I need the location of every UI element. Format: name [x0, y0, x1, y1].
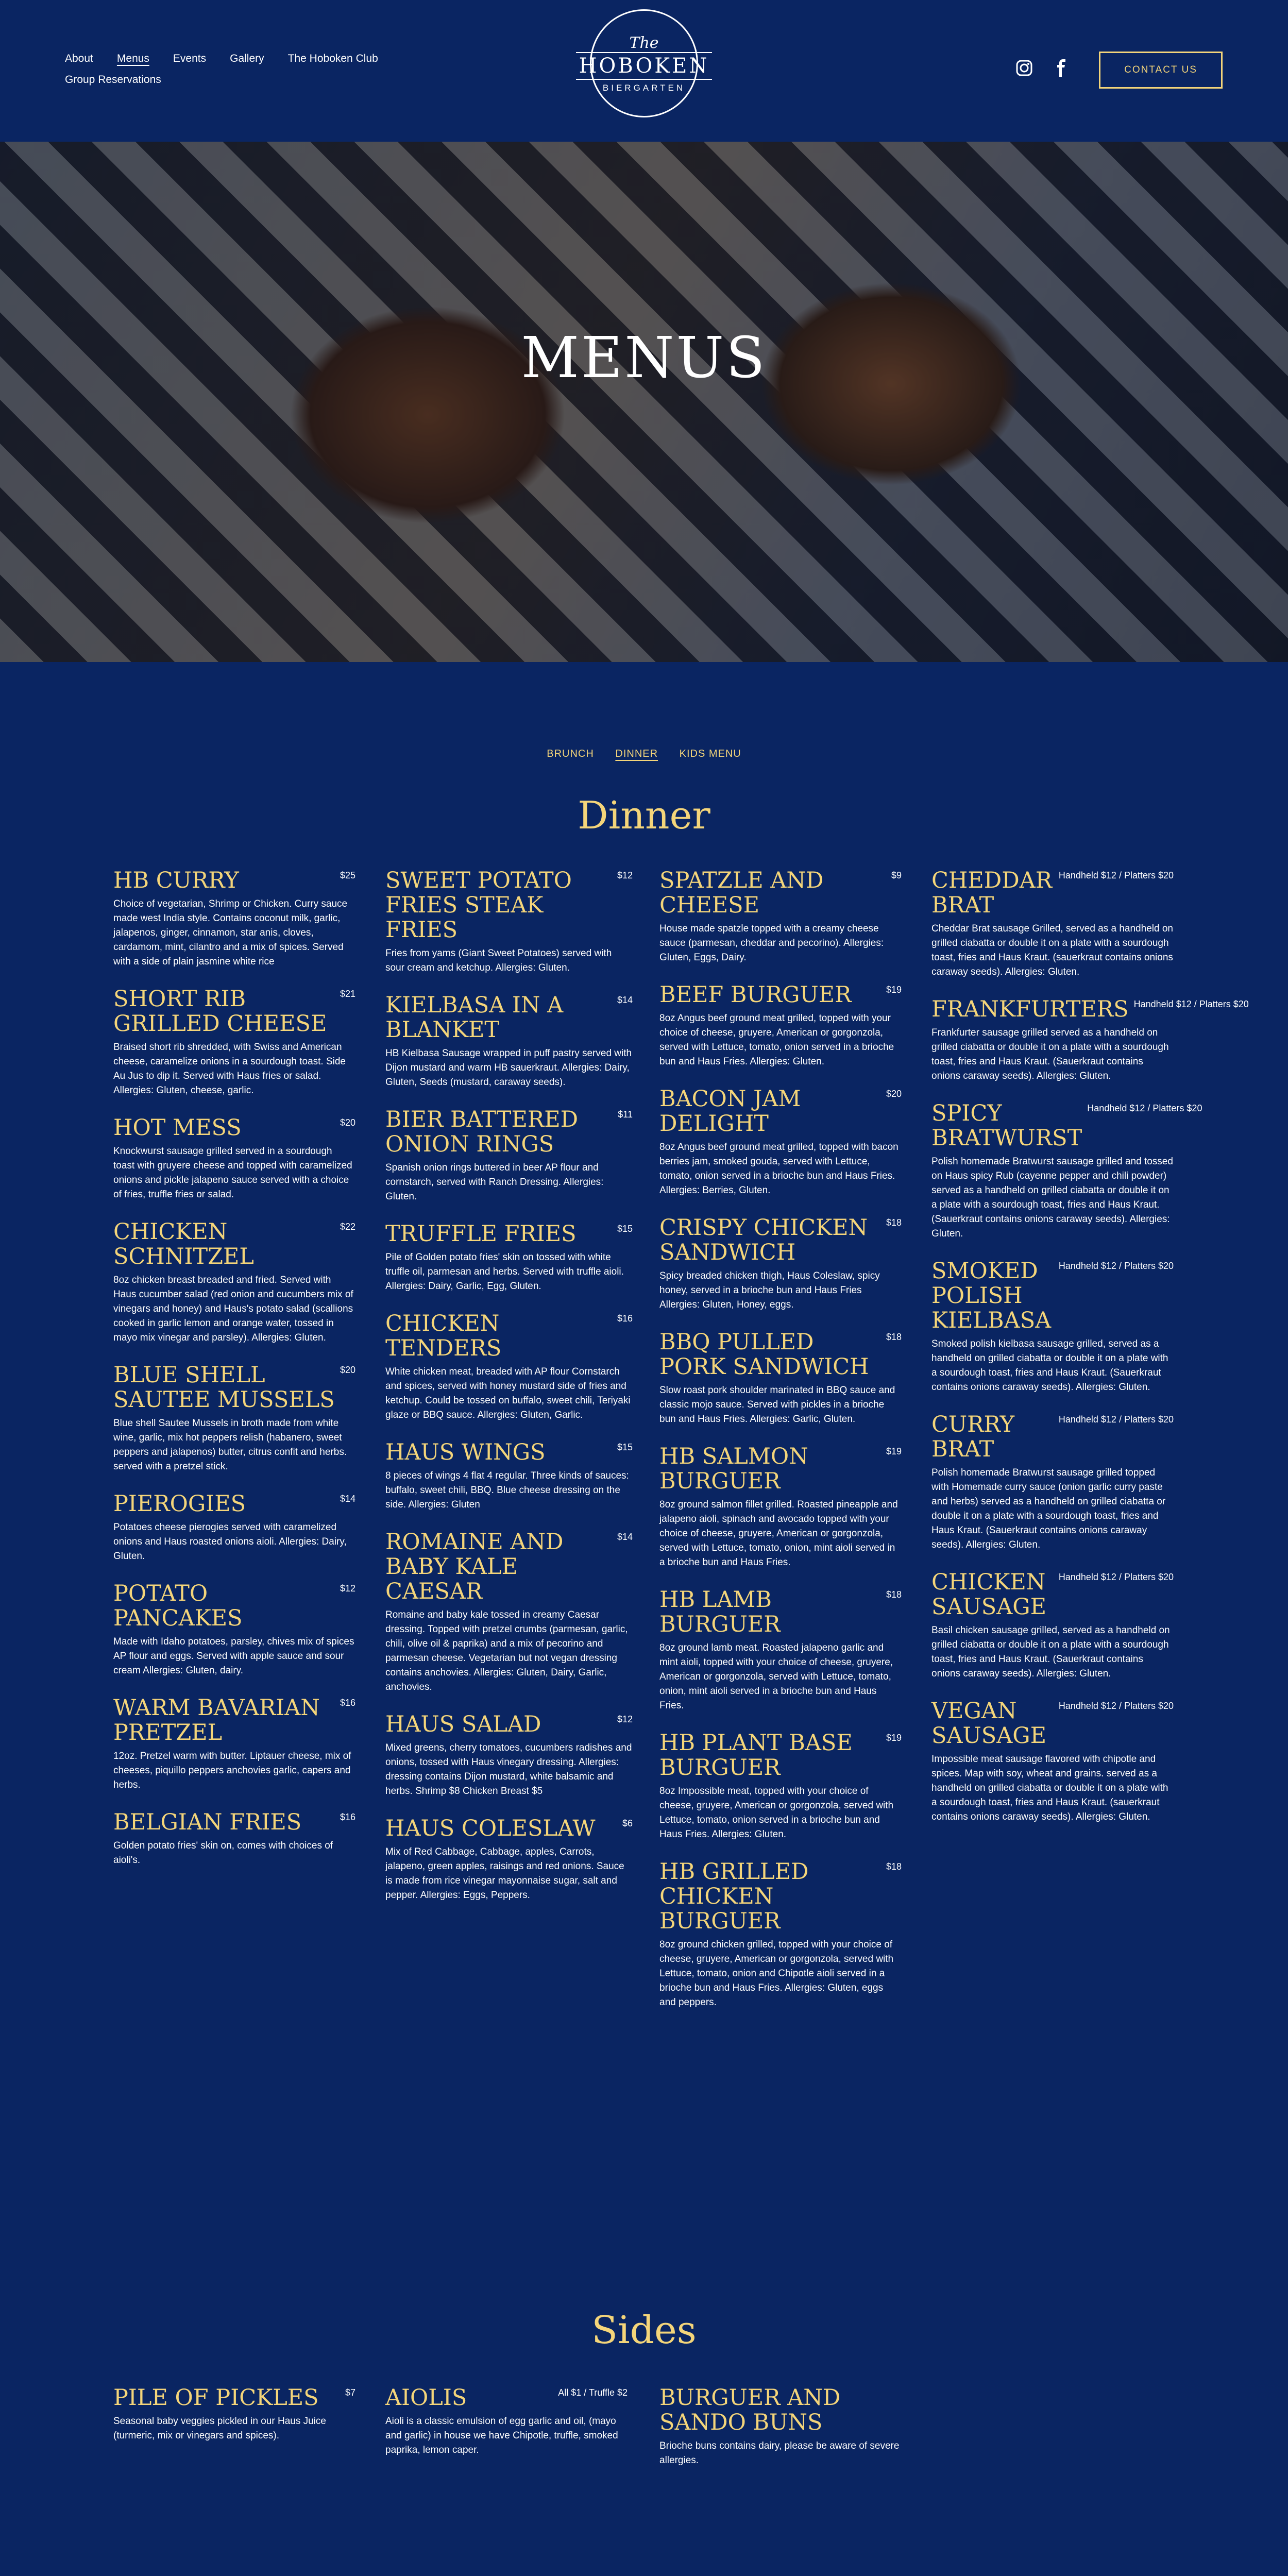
menu-item-price: $16: [340, 1812, 355, 1822]
menu-item-header: [113, 1696, 355, 1745]
menu-item-name: ROMAINE AND BABY KALE CAESAR: [385, 1529, 564, 1604]
menu-item: [113, 987, 355, 1098]
menu-item: [385, 1107, 633, 1204]
menu-item-name: HB LAMB BURGUER: [659, 1587, 781, 1637]
logo-name: HOBOKEN: [576, 52, 713, 80]
menu-item: [385, 1712, 633, 1799]
logo-sub: BIERGARTEN: [602, 82, 686, 93]
menu-item-description: Made with Idaho potatoes, parsley, chives mix of spices AP flour and eggs. Served with apple sauce and sour cream Allergies: Gluten, dairy.: [113, 1636, 354, 1676]
menu-item-price: $12: [340, 1583, 355, 1594]
menu-item-name: WARM BAVARIAN PRETZEL: [113, 1695, 320, 1745]
dinner-column-1: [113, 868, 355, 1885]
menu-item-header: [385, 1440, 633, 1465]
menu-item-name: BACON JAM DELIGHT: [659, 1086, 801, 1137]
menu-item: [659, 1330, 902, 1427]
menu-item: [931, 1699, 1174, 1824]
menu-item-description: 8oz Angus beef ground meat grilled, topped with bacon berries jam, smoked gouda, served with Lettuce, tomato, onion served in a brioche bun and Haus Fries. Allergies: Berries, Gluten.: [659, 1142, 899, 1196]
menu-item-description: Fries from yams (Giant Sweet Potatoes) served with sour cream and ketchup. Allergies: Gluten.: [385, 948, 612, 973]
menu-item-header: [931, 868, 1174, 918]
menu-item-header: [931, 1100, 1202, 1151]
menu-item: [931, 1100, 1202, 1241]
menu-item-description: 8oz ground chicken grilled, topped with your choice of cheese, gruyere, American or gorgonzola, served with Lettuce, tomato, onion and Chipotle aioli served in a brioche bun and Haus Fries. Allergies: Gluten, eggs and peppers.: [659, 1939, 894, 2008]
menu-item-price: $16: [617, 1313, 633, 1324]
menu-item-description: Blue shell Sautee Mussels in broth made from white wine, garlic, mix hot peppers relish (habanero, sweet peppers and jalapenos) butter, citrus confit and herbs. served with a pretzel stick.: [113, 1418, 347, 1472]
menu-item-price: $18: [886, 1589, 902, 1600]
menu-item: [659, 1444, 902, 1570]
menu-item-price: $15: [617, 1442, 633, 1452]
menu-item-name: CHICKEN SAUSAGE: [931, 1569, 1046, 1620]
menu-item-name: CRISPY CHICKEN SANDWICH: [659, 1215, 868, 1265]
menu-item-description: 8oz ground lamb meat. Roasted jalapeno garlic and mint aioli, topped with your choice of cheese, gruyere, American or gorgonzola, served with Lettuce, tomato, onion, mint aioli served in a brioche bun and Haus Fries.: [659, 1642, 893, 1711]
menu-item-name: VEGAN SAUSAGE: [931, 1698, 1046, 1749]
menu-item-price: $14: [617, 1532, 633, 1542]
menu-item-name: HAUS WINGS: [385, 1439, 546, 1465]
menu-item-header: [113, 987, 355, 1036]
menu-item-header: [659, 1215, 902, 1265]
menu-item-header: [113, 1363, 355, 1412]
menu-item-description: Mix of Red Cabbage, Cabbage, apples, Carrots, jalapeno, green apples, raisings and red onions. Sauce is made from rice vinegar mayonnaise sugar, salt and pepper. Allergies: Eggs, Peppers.: [385, 1846, 624, 1901]
menu-item: [931, 996, 1249, 1083]
menu-item: [659, 1859, 902, 2010]
menu-item-description: Potatoes cheese pierogies served with caramelized onions and Haus roasted onions aioli. Allergies: Dairy, Gluten.: [113, 1522, 347, 1562]
menu-item-header: [931, 1570, 1174, 1619]
menu-item-price: $19: [886, 1446, 902, 1456]
menu-item-header: [385, 1530, 633, 1604]
menu-item-header: [931, 1412, 1174, 1462]
menu-item: [385, 1222, 633, 1294]
nav-hoboken-club[interactable]: The Hoboken Club: [287, 53, 378, 64]
nav-about[interactable]: About: [65, 53, 93, 64]
menu-item-description: 12oz. Pretzel warm with butter. Liptauer cheese, mix of cheeses, piquillo peppers anchovies garlic, capers and herbs.: [113, 1751, 351, 1790]
menu-item-price: $18: [886, 1217, 902, 1228]
menu-item-name: CURRY BRAT: [931, 1412, 1014, 1462]
menu-item-header: [659, 1587, 902, 1637]
site-header: [0, 0, 1288, 142]
menu-item-header: [385, 1222, 633, 1246]
menu-item-description: Pile of Golden potato fries' skin on tossed with white truffle oil, parmesan and herbs. Served with truffle aioli. Allergies: Dairy, Garlic, Egg, Gluten.: [385, 1252, 624, 1292]
menu-item-header: [113, 1115, 355, 1140]
menu-item-price: Handheld $12 / Platters $20: [1058, 1261, 1174, 1271]
tab-kids-menu[interactable]: KIDS MENU: [679, 748, 741, 759]
menu-item: [659, 2385, 902, 2468]
menu-item-price: $11: [618, 1109, 633, 1120]
menu-item-header: [931, 996, 1249, 1022]
menu-item-name: AIOLIS: [385, 2385, 467, 2411]
menu-item-description: Cheddar Brat sausage Grilled, served as a handheld on grilled ciabatta or double it on a plate with a sourdough toast, fries and Haus Kraut. (sauerkraut contains onions caraway seeds). Allergies: Gluten.: [931, 923, 1173, 977]
menu-item-name: SPICY BRATWURST: [931, 1100, 1082, 1151]
menu-item-price: $20: [886, 1089, 902, 1099]
menu-item: [385, 1311, 633, 1422]
menu-item-description: Brioche buns contains dairy, please be aware of severe allergies.: [659, 2441, 900, 2466]
sides-column-1: [113, 2385, 355, 2461]
menu-item-name: SHORT RIB GRILLED CHEESE: [113, 986, 327, 1037]
menu-item-description: Knockwurst sausage grilled served in a sourdough toast with gruyere cheese and topped with caramelized onions and pickle jalapeno sauce served with a choice of fries, truffle fries or salad.: [113, 1146, 352, 1200]
nav-group-reservations[interactable]: Group Reservations: [65, 74, 161, 86]
menu-item-description: Mixed greens, cherry tomatoes, cucumbers radishes and onions, tossed with Haus vinegary dressing. Allergies: dressing contains Dijon mustard, white balsamic and herbs. Shrimp $8 Chicken Breast $5: [385, 1742, 632, 1797]
menu-item-name: FRANKFURTERS: [931, 996, 1129, 1022]
menu-item-price: $14: [340, 1494, 355, 1504]
menu-item-description: Braised short rib shredded, with Swiss and American cheese, caramelize onions in a sourdough toast. Side Au Jus to dip it. Served with Haus fries or salad. Allergies: Gluten, cheese, garlic.: [113, 1042, 346, 1096]
menu-item-name: HB CURRY: [113, 868, 239, 893]
main-nav: [65, 53, 378, 65]
menu-item: [113, 1363, 355, 1474]
dinner-column-2: [385, 868, 633, 1920]
menu-item: [385, 1816, 633, 1903]
menu-item-price: $14: [617, 995, 633, 1005]
menu-item-description: 8oz Angus beef ground meat grilled, topped with your choice of cheese, gruyere, American or gorgonzola, served with Lettuce, tomato, onion served in a brioche bun and Haus Fries. Allergies: Gluten.: [659, 1013, 894, 1067]
menu-item-description: Polish homemade Bratwurst sausage grilled topped with Homemade curry sauce (onion garlic curry paste and herbs) served as a handheld on grilled ciabatta or double it on a plate with a sourdough toast, fries and Haus Kraut. (Sauerkraut contains onions caraway seeds). Allergies: Gluten.: [931, 1467, 1166, 1550]
menu-item: [659, 1087, 902, 1198]
menu-item: [385, 993, 633, 1090]
menu-item-price: $22: [340, 1222, 355, 1232]
menu-item-price: $25: [340, 870, 355, 880]
menu-item-name: KIELBASA IN A BLANKET: [385, 992, 564, 1043]
menu-item-name: PILE OF PICKLES: [113, 2385, 319, 2411]
tab-dinner[interactable]: DINNER: [615, 748, 658, 759]
menu-item-description: Spanish onion rings buttered in beer AP flour and cornstarch, served with Ranch Dressing. Allergies: Gluten.: [385, 1162, 604, 1202]
menu-item-header: [385, 1107, 633, 1157]
tab-brunch[interactable]: BRUNCH: [547, 748, 594, 759]
menu-item-price: $16: [340, 1698, 355, 1708]
menu-item-header: [385, 993, 633, 1042]
menu-item-description: 8oz ground salmon fillet grilled. Roasted pineapple and jalapeno aioli, spinach and avocado topped with your choice of cheese, gruyere, American or gorgonzola, served with Lettuce, tomato, onion, mint aioli served in a brioche bun and Haus Fries.: [659, 1499, 898, 1568]
nav-gallery[interactable]: Gallery: [230, 53, 264, 64]
menu-item: [385, 1440, 633, 1512]
menu-item-description: House made spatzle topped with a creamy cheese sauce (parmesan, cheddar and pecorino). Allergies: Gluten, Eggs, Dairy.: [659, 923, 884, 963]
dinner-column-3: [659, 868, 902, 2027]
menu-item-price: $20: [340, 1117, 355, 1128]
menu-item-name: HOT MESS: [113, 1115, 242, 1141]
menu-item-description: HB Kielbasa Sausage wrapped in puff pastry served with Dijon mustard and warm HB sauerkraut. Allergies: Dairy, Gluten, Seeds (mustard, caraway seeds).: [385, 1048, 632, 1088]
menu-item-header: [385, 2385, 628, 2410]
menu-item-description: White chicken meat, breaded with AP flour Cornstarch and spices, served with honey mustard side of fries and ketchup. Could be tossed on buffalo, sweet chili, Teriyaki glaze or BBQ sauce. Allergies: Gluten, Garlic.: [385, 1366, 631, 1420]
menu-item: [113, 1492, 355, 1564]
menu-item-header: [385, 1311, 633, 1361]
menu-item: [113, 2385, 355, 2443]
menu-item-price: $19: [886, 1733, 902, 1743]
menu-item-header: [659, 868, 902, 918]
menu-item-name: BBQ PULLED PORK SANDWICH: [659, 1329, 869, 1380]
menu-item-name: BURGUER AND SANDO BUNS: [659, 2385, 841, 2435]
menu-item-price: $19: [886, 985, 902, 995]
menu-item: [659, 1731, 902, 1842]
menu-item-description: Seasonal baby veggies pickled in our Haus Juice (turmeric, mix or vinegars and spices).: [113, 2416, 326, 2441]
menu-item-header: [931, 1259, 1174, 1333]
menu-item-price: $18: [886, 1861, 902, 1872]
hero-banner: [0, 142, 1288, 662]
sides-column-3: [659, 2385, 902, 2485]
menu-item-header: [113, 868, 355, 893]
menu-item-description: Spicy breaded chicken thigh, Haus Coleslaw, spicy honey, served in a brioche bun and Haus Fries Allergies: Gluten, Honey, eggs.: [659, 1270, 880, 1310]
menu-item-description: Polish homemade Bratwurst sausage grilled and tossed on Haus spicy Rub (cayenne pepper and chili powder) served as a handheld on grilled ciabatta or double it on a plate with a sourdough toast, fries and Haus Kraut. (Sauerkraut contains onions caraway seeds). Allergies: Gluten.: [931, 1156, 1173, 1239]
menu-item: [385, 868, 633, 975]
menu-tabs: [0, 748, 1288, 760]
menu-item-name: SMOKED POLISH KIELBASA: [931, 1258, 1052, 1333]
menu-item-description: Aioli is a classic emulsion of egg garlic and oil, (mayo and garlic) in house we have Chipotle, truffle, smoked paprika, lemon caper.: [385, 2416, 618, 2455]
nav-menus[interactable]: Menus: [116, 53, 149, 64]
menu-item-header: [113, 1581, 355, 1631]
menu-item-name: HB GRILLED CHICKEN BURGUER: [659, 1859, 809, 1934]
menu-item-name: PIEROGIES: [113, 1491, 246, 1517]
menu-item-header: [659, 1731, 902, 1780]
dinner-column-4: [931, 868, 1249, 1842]
menu-item-price: $12: [617, 870, 633, 880]
menu-item: [113, 1219, 355, 1345]
page-title: MENUS: [521, 325, 767, 391]
menu-item-header: [113, 1492, 355, 1516]
menu-item: [113, 1810, 355, 1868]
menu-item: [659, 1215, 902, 1312]
menu-item: [113, 1581, 355, 1678]
menu-item-price: $12: [617, 1714, 633, 1724]
menu-item-description: 8oz Impossible meat, topped with your choice of cheese, gruyere, American or gorgonzola, served with Lettuce, tomato, onion served in a brioche bun and Haus Fries. Allergies: Gluten.: [659, 1786, 894, 1840]
menu-item-price: $15: [617, 1224, 633, 1234]
contact-us-button[interactable]: CONTACT US: [1099, 52, 1223, 89]
sides-column-2: [385, 2385, 628, 2475]
site-logo[interactable]: [579, 9, 709, 117]
logo-the: The: [629, 33, 659, 52]
menu-item-price: Handheld $12 / Platters $20: [1058, 1572, 1174, 1582]
menu-item-name: HAUS SALAD: [385, 1711, 541, 1737]
menu-item-price: $7: [345, 2387, 355, 2398]
menu-item-description: Golden potato fries' skin on, comes with choices of aioli's.: [113, 1840, 333, 1866]
menu-item-price: $20: [340, 1365, 355, 1375]
menu-item-price: Handheld $12 / Platters $20: [1133, 999, 1249, 1009]
menu-item-header: [113, 1810, 355, 1835]
menu-item: [113, 868, 355, 969]
menu-item-description: 8 pieces of wings 4 flat 4 regular. Three kinds of sauces: buffalo, sweet chili, BBQ. Blue cheese dressing on the side. Allergies: Gluten: [385, 1470, 629, 1510]
menu-item-name: BEEF BURGUER: [659, 982, 852, 1008]
menu-item-header: [385, 1712, 633, 1737]
menu-item: [659, 1587, 902, 1713]
menu-item: [113, 1696, 355, 1792]
menu-item-name: BLUE SHELL SAUTEE MUSSELS: [113, 1362, 335, 1413]
menu-item-name: TRUFFLE FRIES: [385, 1221, 577, 1247]
menu-item-price: Handheld $12 / Platters $20: [1087, 1103, 1202, 1113]
menu-item-name: HB PLANT BASE BURGUER: [659, 1730, 853, 1781]
menu-item-header: [113, 1219, 355, 1269]
menu-item-description: Choice of vegetarian, Shrimp or Chicken. Curry sauce made west India style. Contains coconut milk, garlic, jalapenos, ginger, cinnamon, star anis, cloves, cardamom, mint, cilantro and a mix of spices. Served with a side of plain jasmine white rice: [113, 899, 348, 967]
menu-item-description: Smoked polish kielbasa sausage grilled, served as a handheld on grilled ciabatta or double it on a plate with a sourdough toast, fries and Haus Kraut. (Sauerkraut contains onions caraway seeds). Allergies: Gluten.: [931, 1338, 1168, 1393]
menu-item-description: Impossible meat sausage flavored with chipotle and spices. Map with soy, wheat and grains. served as a handheld on grilled ciabatta or double it on a plate with a sourdough toast, fries and Haus Kraut. (sauerkraut contains onions caraway seeds). Allergies: Gluten.: [931, 1754, 1168, 1822]
menu-item-name: CHEDDAR BRAT: [931, 868, 1053, 918]
menu-item-description: 8oz chicken breast breaded and fried. Served with Haus cucumber salad (red onion and cucumbers mix of vinegars and honey) and Haus's potato salad (scallions cooked in garlic lemon and orange water, tossed in mayo mix vinegar and parsley). Allergies: Gluten.: [113, 1275, 353, 1343]
menu-item-name: HAUS COLESLAW: [385, 1816, 596, 1841]
menu-item: [931, 1259, 1174, 1395]
menu-item-header: [385, 1816, 633, 1841]
menu-item-header: [931, 1699, 1174, 1748]
menu-item-price: $9: [891, 870, 902, 880]
menu-item: [659, 868, 902, 965]
menu-item-header: [659, 1444, 902, 1494]
menu-item-header: [659, 982, 902, 1007]
menu-item: [931, 1570, 1174, 1681]
menu-item-name: HB SALMON BURGUER: [659, 1444, 808, 1494]
menu-item-name: SWEET POTATO FRIES STEAK FRIES: [385, 868, 572, 943]
menu-item-header: [385, 868, 633, 942]
menu-item-header: [659, 1087, 902, 1136]
menu-item-description: Slow roast pork shoulder marinated in BBQ sauce and classic mojo sauce. Served with pickles in a brioche bun and Haus Fries. Allergies: Garlic, Gluten.: [659, 1385, 895, 1425]
menu-item: [659, 982, 902, 1069]
menu-item-price: $18: [886, 1332, 902, 1342]
menu-item-header: [113, 2385, 355, 2410]
menu-item-header: [659, 1859, 902, 1934]
menu-item-description: Basil chicken sausage grilled, served as a handheld on grilled ciabatta or double it on a plate with a sourdough toast, fries and Haus Kraut. (Sauerkraut contains onions caraway seeds). Allergies: Gluten.: [931, 1625, 1170, 1679]
menu-item-description: Romaine and baby kale tossed in creamy Caesar dressing. Topped with pretzel crumbs (parmesan, garlic, chili, olive oil & paprika) and a mix of pecorino and parmesan cheese. Vegetarian but not vegan dressing contains anchovies. Allergies: Gluten, Dairy, Garlic, anchovies.: [385, 1609, 628, 1692]
menu-item-price: Handheld $12 / Platters $20: [1058, 1701, 1174, 1711]
menu-item-price: $6: [622, 1818, 633, 1828]
menu-item-name: BIER BATTERED ONION RINGS: [385, 1107, 579, 1157]
menu-item-price: $21: [340, 989, 355, 999]
menu-item: [385, 2385, 628, 2458]
menu-item-name: SPATZLE AND CHEESE: [659, 868, 824, 918]
menu-item: [931, 868, 1174, 979]
menu-item-description: Frankfurter sausage grilled served as a handheld on grilled ciabatta or double it on a plate with a sourdough toast, fries and Haus Kraut. (Sauerkraut contains onions caraway seeds). Allergies: Gluten.: [931, 1027, 1169, 1081]
menu-item-name: CHICKEN TENDERS: [385, 1311, 502, 1361]
menu-item-price: Handheld $12 / Platters $20: [1058, 1414, 1174, 1425]
menu-item: [113, 1115, 355, 1202]
menu-item-header: [659, 1330, 902, 1379]
nav-events[interactable]: Events: [173, 53, 207, 64]
menu-item: [931, 1412, 1174, 1552]
menu-item-header: [659, 2385, 902, 2435]
menu-item-name: CHICKEN SCHNITZEL: [113, 1219, 254, 1269]
sides-title: Sides: [591, 2308, 697, 2352]
instagram-icon[interactable]: [1015, 59, 1033, 77]
menu-item-price: Handheld $12 / Platters $20: [1058, 870, 1174, 880]
menu-item-price: All $1 / Truffle $2: [558, 2387, 628, 2398]
menu-item: [385, 1530, 633, 1694]
menu-item-name: BELGIAN FRIES: [113, 1809, 302, 1835]
facebook-icon[interactable]: [1052, 59, 1071, 77]
dinner-title: Dinner: [578, 793, 710, 838]
menu-item-name: POTATO PANCAKES: [113, 1581, 243, 1631]
